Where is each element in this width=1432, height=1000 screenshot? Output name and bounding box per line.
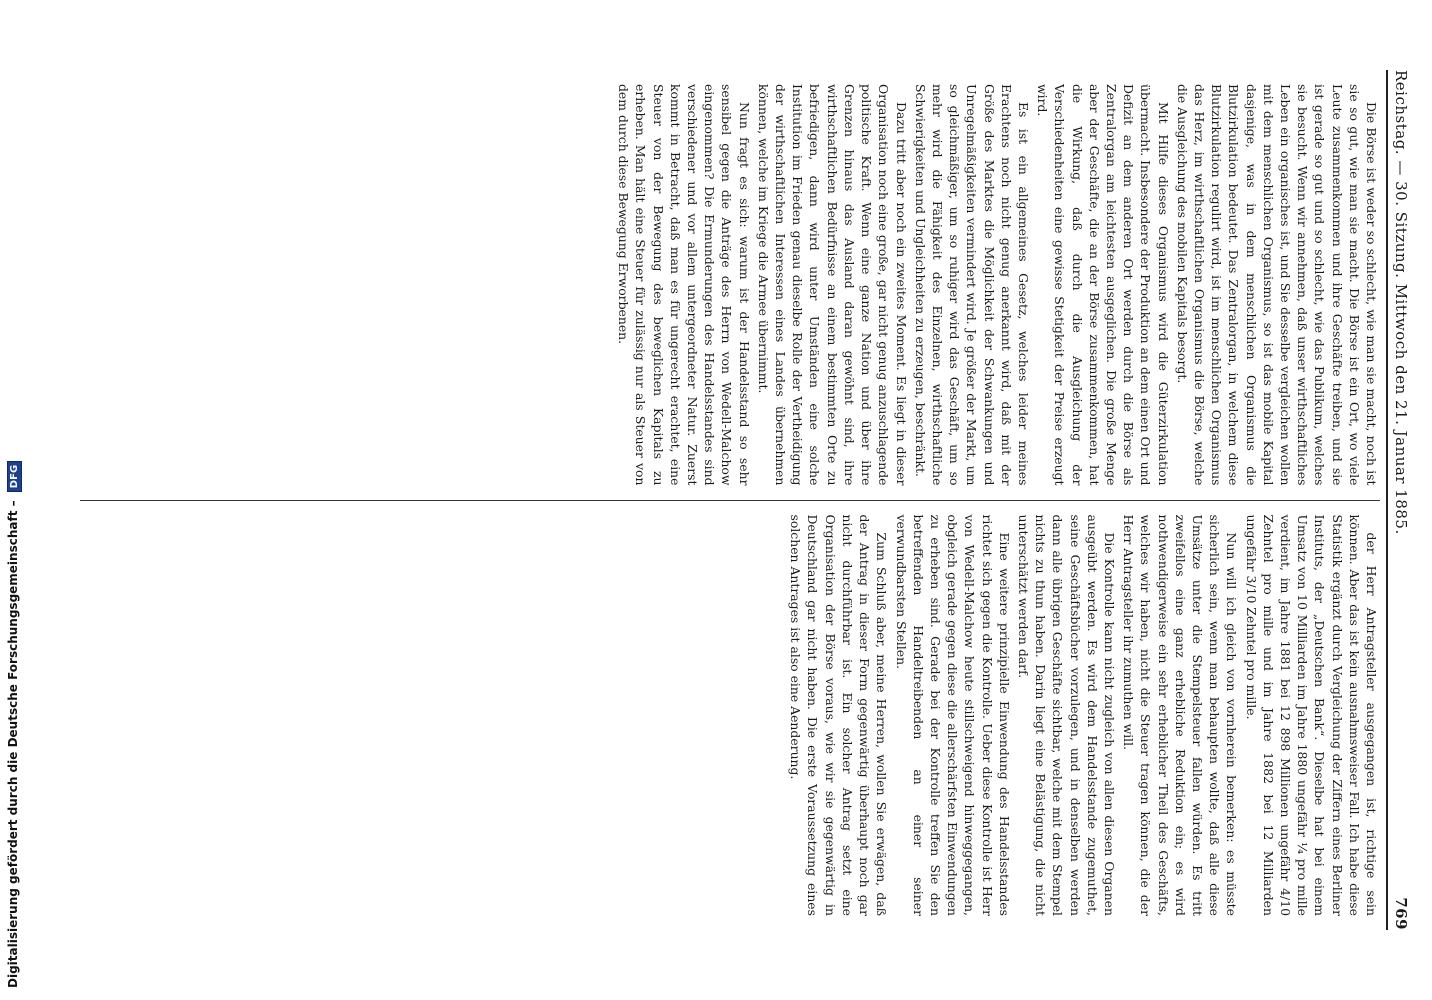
- paragraph: Zum Schluß aber, meine Herren, wollen Sie erwägen, daß der Antrag in dieser Form gegenwärtig überhaupt noch gar nicht durchführbar ist. Ein solcher Antrag setzt eine Organisation der Börse voraus, wie wir sie gegenwärtig in Deutschland gar nicht haben. Die erste Voraussetzung eines solchen Antrages ist also eine Aenderung.: [788, 514, 890, 916]
- paragraph: Es ist ein allgemeines Gesetz, welches leider meines Erachtens noch nicht genug anerkannt wird, daß mit der Größe des Marktes die Möglichkeit der Schwankungen und Unregelmäßigkeiten vermindert wird. Je größer der Markt, um so gleichmäßiger, um so ruhiger wird das Geschäft, um so mehr wird die Fähigkeit des Einzelnen, wirthschaftliche Schwierigkeiten und Ungleichheiten zu erzeugen, beschränkt.: [912, 84, 1031, 486]
- page-number: 769: [1392, 897, 1410, 930]
- paragraph: Eine weitere prinzipielle Einwendung des Handelsstandes richtet sich gegen die Kontrolle. Ueber diese Kontrolle ist Herr von Wedell-Malchow heute stillschweigend hinweggegangen, obgleich gerade gegen diese die allerschärfsten Einwendungen zu erheben sind. Gerade bei der Kontrolle treffen Sie den betreffenden Handeltreibenden an einer seiner verwundbarsten Stellen.: [893, 514, 1012, 916]
- dfg-logo: DFG: [7, 461, 22, 492]
- paragraph: Nun will ich gleich von vornherein bemerken: es müsste sicherlich sein, wenn man behaupten wollte, daß alle diese Umsätze unter die Stempelsteuer fallen würden. Es tritt zweifellos eine ganz erhebliche Reduktion ein; es wird nothwendigerweise ein sehr erheblicher Theil des Geschäfts, welches wir haben, nicht die Steuer tragen können, die der Herr Antragsteller ihr zumuthen will.: [1121, 514, 1240, 916]
- paragraph: Mit Hilfe dieses Organismus wird die Güterzirkulation übermacht. Insbesondere der Produktion an dem einen Ort und Defizit an dem anderen Ort werden durch die Börse als Zentralorgan am leichtesten ausgeglichen. Die große Menge aber der Geschäfte, die an der Börse zusammenkommen, hat die Wirkung, daß durch die Ausgleichung der Verschiedenheiten eine gewisse Stetigkeit der Preise erzeugt wird.: [1035, 84, 1171, 486]
- column-left: [80, 70, 1380, 500]
- paragraph: Nun fragt es sich: warum ist der Handelsstand so sehr sensibel gegen die Anträge des Herrn von Wedell-Malchow eingenommen? Die Ermunderungen des Handelsstandes sind verschiedener und vor allem untergeordneter Natur. Zuerst kommt in Betracht, daß man es für ungerecht erachtet, eine Steuer von der Bewegung des beweglichen Kapitals zu erheben. Man hält eine Steuer für zulässig nur als Steuer von dem durch diese Bewegung Erworbenen.: [616, 84, 752, 486]
- paragraph: der Herr Antragsteller ausgegangen ist, richtige sein können. Aber das ist kein ausnahmsweiser Fall. Ich habe diese Statistik ergänzt durch Vergleichung der Ziffern eines Berliner Instituts, der „Deutschen Bank“. Dieselbe hat bei einem Umsatz von 10 Milliarden im Jahre 1880 ungefähr ¼ pro mille verdient, im Jahre 1881 bei 12 898 Millionen ungefähr 4/10 Zehntel pro mille und im Jahre 1882 bei 12 Milliarden ungefähr 3/10 Zehntel pro mille.: [1243, 514, 1379, 916]
- page-header: [1386, 70, 1414, 930]
- rotated-page-content: [60, 40, 1420, 960]
- scanned-page: [60, 40, 1420, 960]
- running-head: Reichstag. — 30. Sitzung. Mittwoch den 21. Januar 1885.: [1392, 70, 1410, 535]
- paragraph: Die Börse ist weder so schlecht, wie man sie macht, noch ist sie so gut, wie man sie macht. Die Börse ist ein Ort, wo viele Leute zusammenkommen und ihre Geschäfte treiben, und sie ist gerade so gut und so schlecht, wie das Publikum, welches sie besucht. Wenn wir annehmen, daß unser wirthschaftliches Leben ein organisches ist, und Sie desselbe vergleichen wollen mit dem menschlichen Organismus, so ist das mobile Kapital dasjenige, was in dem menschlichen Organismus die Blutzirkulation bedeutet. Das Zentralorgan, in welchem diese Blutzirkulation regulirt wird, ist im menschlichen Organismus das Herz, im wirthschaftlichen Organismus die Börse, welche die Ausgleichung des mobilen Kapitals besorgt.: [1174, 84, 1379, 486]
- paragraph: Die Kontrolle kann nicht zugleich von allen diesen Organen ausgeübt werden. Es wird dem Handelsstande zugemuthet, seine Geschäftsbücher vorzulegen, und in denselben werden dann alle übrigen Geschäfte sichtbar, welche mit dem Stempel nichts zu thun haben. Darin liegt eine Belästigung, die nicht unterschätzt werden darf.: [1015, 514, 1117, 916]
- side-note-text: Digitalisierung gefördert durch die Deutsche Forschungsgemeinschaft –: [6, 500, 20, 988]
- column-right: [80, 500, 1380, 931]
- digitization-side-note: [4, 0, 26, 1000]
- paragraph: Dazu tritt aber noch ein zweites Moment. Es liegt in dieser Organisation noch eine große, gar nicht genug anzuschlagende politische Kraft. Wenn eine ganze Nation und über ihre Grenzen hinaus das Ausland daran gewöhnt sind, ihre wirthschaftlichen Bedürfnisse an einem bestimmten Orte zu befriedigen, dann wird unter Umständen eine solche Institution im Frieden genau dieselbe Rolle der Vertheidigung der wirthschaftlichen Interessen eines Landes übernehmen können, welche im Kriege die Armee übernimmt.: [755, 84, 909, 486]
- text-columns: [80, 70, 1380, 930]
